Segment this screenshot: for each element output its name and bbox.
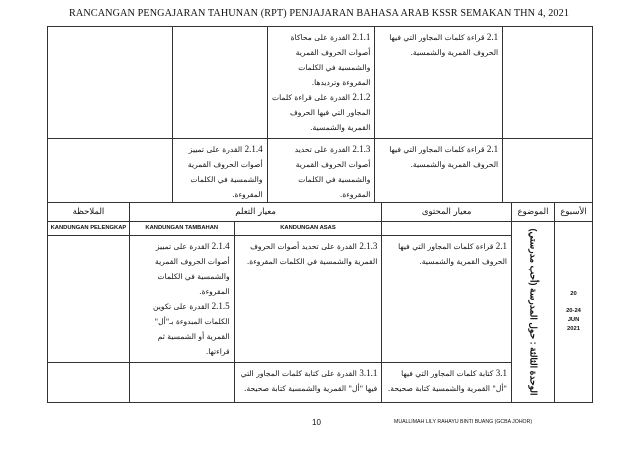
topic-cell: [512, 222, 555, 403]
content-std-cell: 2.1 قراءة كلمات المجاور التي فيها الحروف القمرية والشمسية.: [375, 139, 503, 206]
week-cell: [554, 222, 592, 403]
tambahan-cell: 2.1.4 القدرة على تمييز أصوات الحروف القمرية والشمسية في الكلمات المقروءة. 2.1.5 القدرة على تكوين الكلمات المبدوءة بـ"أل" القمرية أو الشمسية ثم قراءتها.: [129, 236, 234, 363]
top-table: [47, 26, 593, 206]
footer: [0, 418, 638, 438]
footer-author: MUALLIMAH LILY RAHAYU BINTI BUANG (GCBA JOHOR): [394, 419, 533, 425]
asas-cell: 3.1.1 القدرة على كتابة كلمات المجاور التي فيها "أل" القمرية والشمسية كتابة صحيحة.: [234, 363, 382, 403]
header-row: [48, 203, 593, 222]
page-number: 10: [312, 418, 321, 427]
week-year: 2021: [567, 326, 580, 332]
header-topic: الموضوع: [512, 203, 555, 222]
subheader-pelengkap: KANDUNGAN PELENGKAP: [48, 222, 130, 236]
notes-cell: [48, 363, 130, 403]
tambahan-cell: [129, 363, 234, 403]
table-row: [48, 139, 593, 206]
header-week: الأسبوع: [554, 203, 592, 222]
content-std-cell: 3.1 كتابة كلمات المجاور التي فيها "أل" القمرية والشمسية كتابة صحيحة.: [382, 363, 512, 403]
header-learning-std: معيار التعلم: [129, 203, 381, 222]
main-table: [47, 202, 593, 403]
asas-cell: 2.1.3 القدرة على تحديد أصوات الحروف القمرية والشمسية في الكلمات المقروءة.: [234, 236, 382, 363]
subheader-tambahan: KANDUNGAN TAMBAHAN: [129, 222, 234, 236]
topic-cell: [503, 27, 593, 139]
table-row: [48, 27, 593, 139]
notes-cell: [48, 139, 173, 206]
header-content-std: معيار المحتوى: [382, 203, 512, 222]
document-header: RANCANGAN PENGAJARAN TAHUNAN (RPT) PENJAJARAN BAHASA ARAB KSSR SEMAKAN THN 4, 2021: [68, 8, 570, 19]
learning-std-cell: 2.1.3 القدرة على تحديد أصوات الحروف القمرية والشمسية في الكلمات المقروءة.: [267, 139, 375, 206]
week-dates: 20-24: [566, 308, 581, 314]
topic-cell: [503, 139, 593, 206]
subheader-asas: KANDUNGAN ASAS: [234, 222, 382, 236]
notes-cell: [48, 27, 173, 139]
content-std-cell: 2.1 قراءة كلمات المجاور التي فيها الحروف القمرية والشمسية.: [375, 27, 503, 139]
topic-text: الوحدة الثالثة : حول المدرسة (أحب مدرستي): [528, 228, 539, 396]
tambahan-cell: [172, 27, 267, 139]
learning-std-cell: 2.1.1 القدرة على محاكاة أصوات الحروف القمرية والشمسية في الكلمات المقروءة وترديدها. 2.1.2 القدرة على قراءة كلمات المجاور التي فيها الحروف القمرية والشمسية.: [267, 27, 375, 139]
subheader-row: [48, 222, 593, 236]
tambahan-cell: 2.1.4 القدرة على تمييز أصوات الحروف القمرية والشمسية في الكلمات المقروءة.: [172, 139, 267, 206]
header-notes: الملاحظة: [48, 203, 130, 222]
week-month: JUN: [567, 317, 580, 323]
week-number: 20: [570, 291, 577, 297]
subheader-blank: [382, 222, 512, 236]
notes-cell: [48, 236, 130, 363]
content-std-cell: 2.1 قراءة كلمات المجاور التي فيها الحروف القمرية والشمسية.: [382, 236, 512, 363]
